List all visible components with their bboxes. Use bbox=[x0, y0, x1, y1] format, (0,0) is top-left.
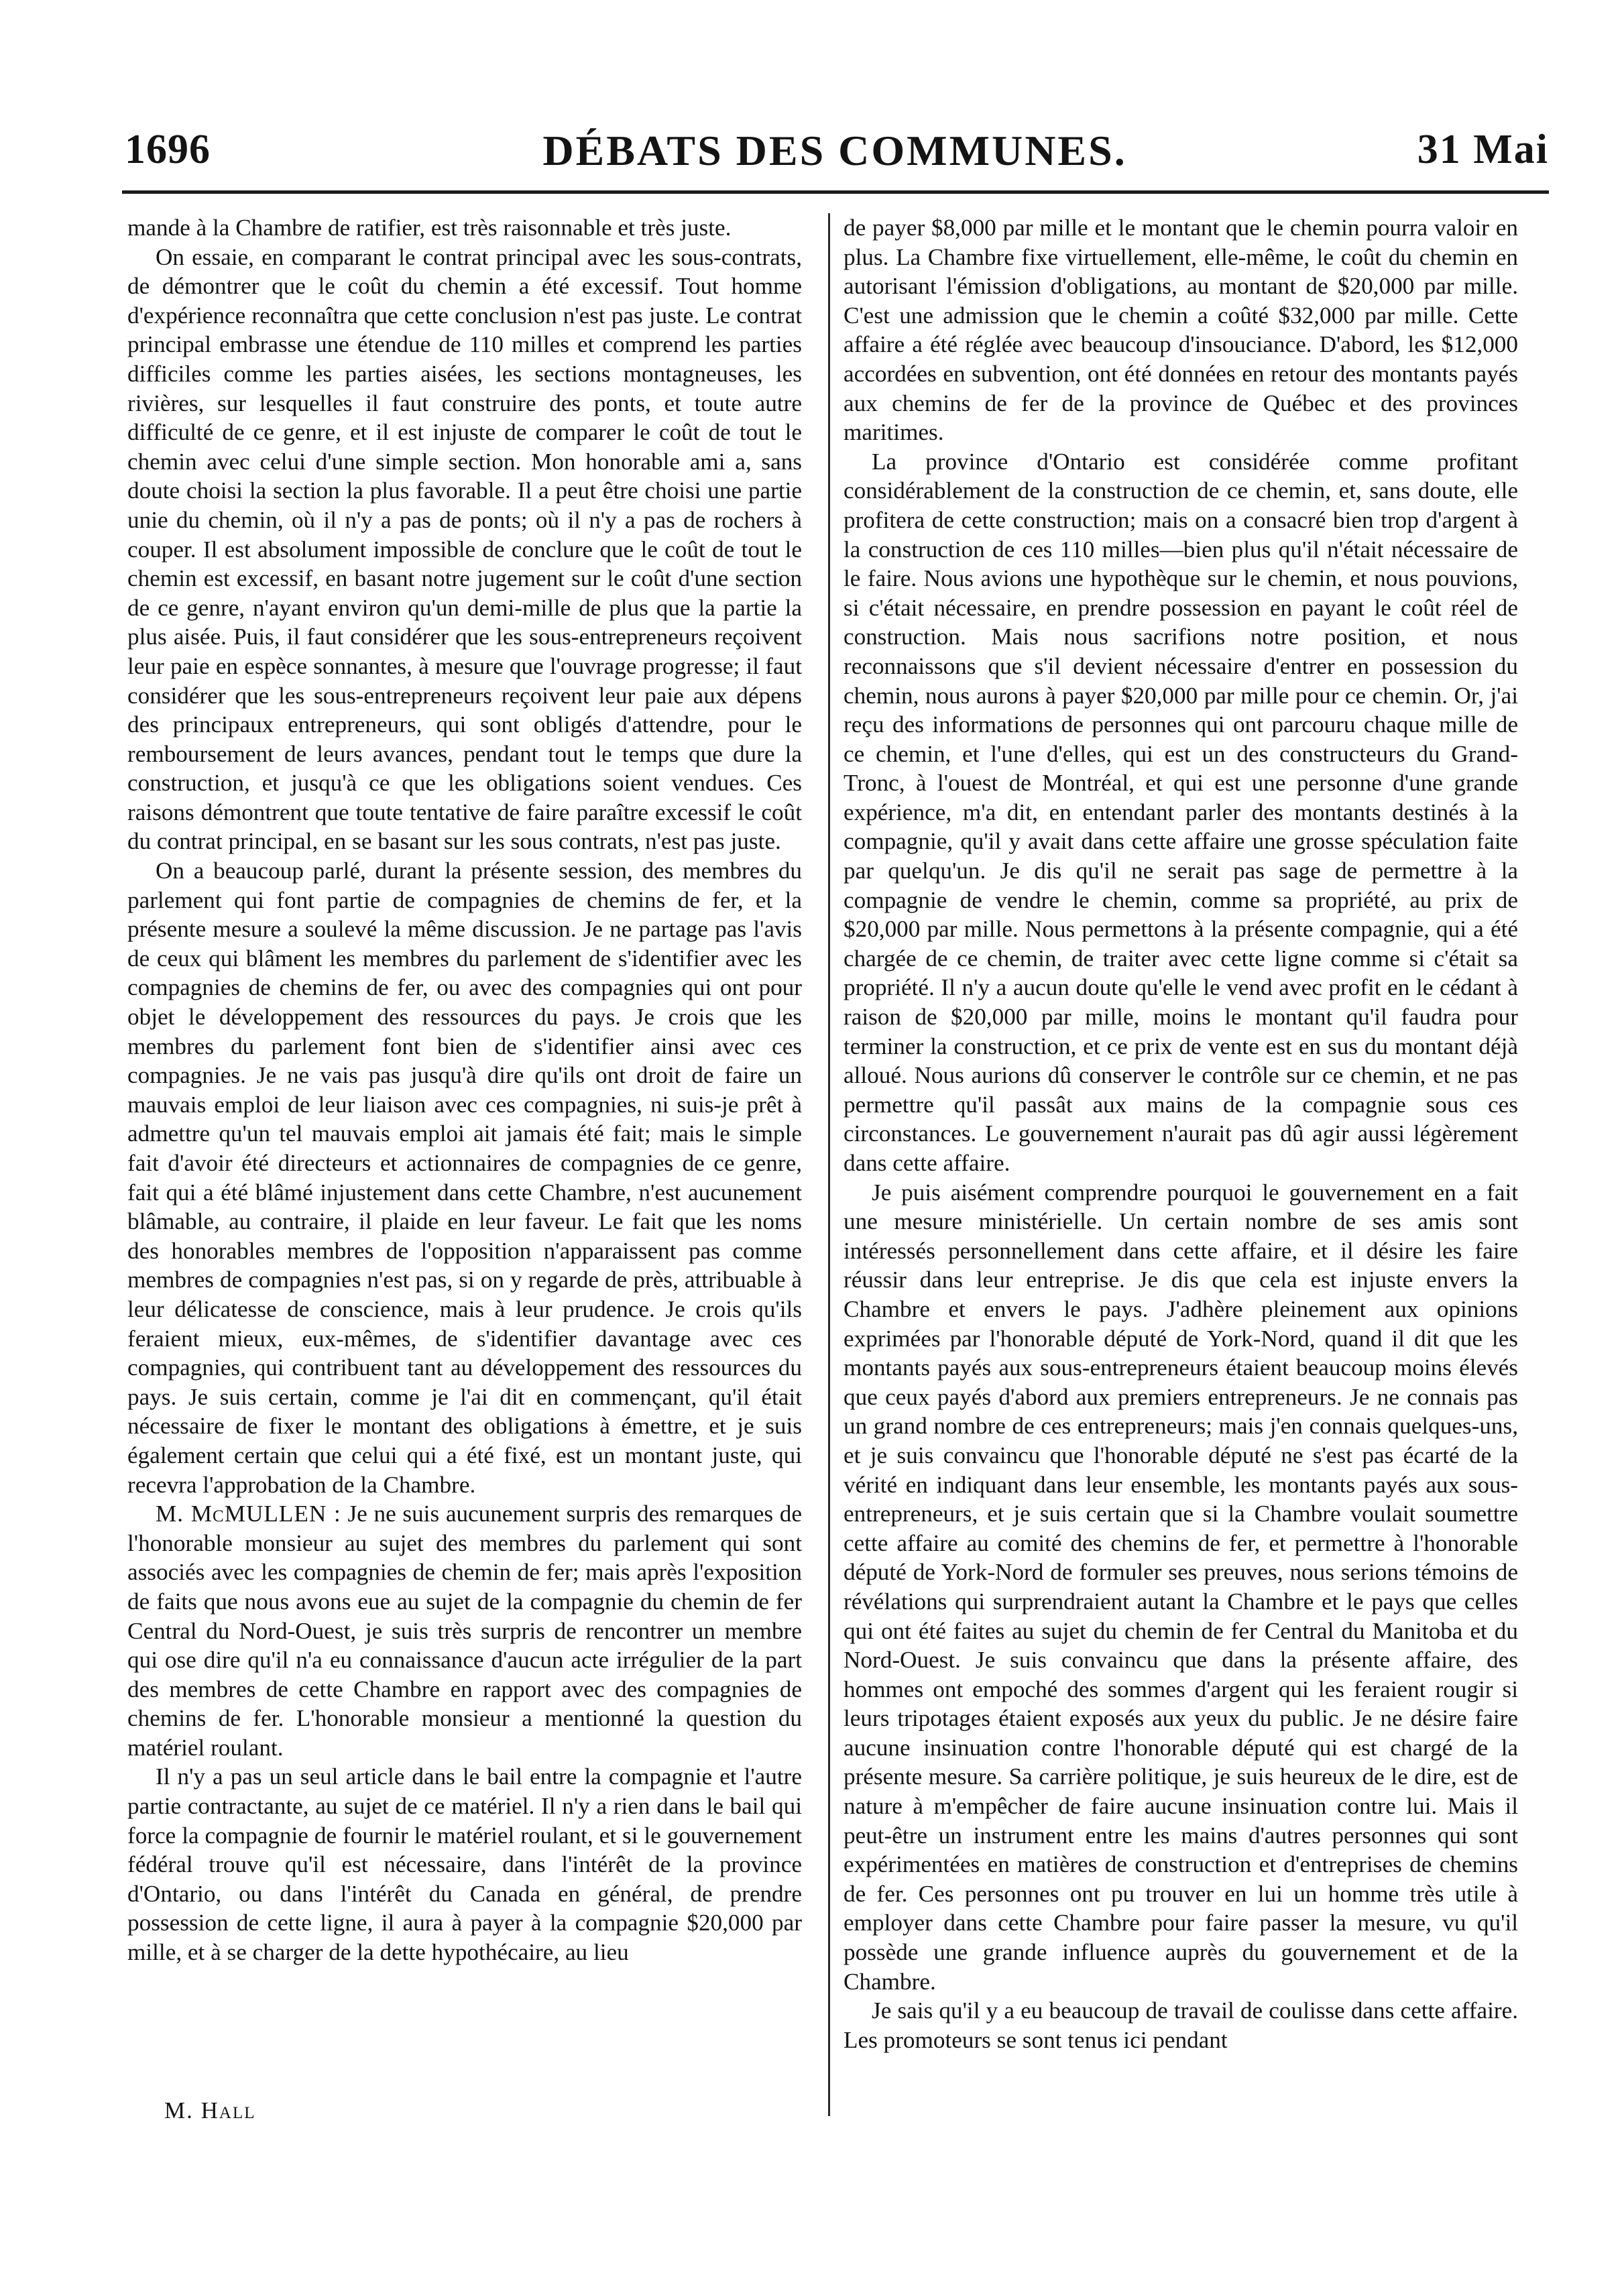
page-title: DÉBATS DES COMMUNES. bbox=[542, 127, 1127, 174]
paragraph: On a beaucoup parlé, durant la présente session, des membres du parlement qui font partie de compagnies de chemins de fer, et la présente mesure a soulevé la même discussion. Je ne partage pas l'avis de ceux qui blâment les membres du parlement de s'identifier avec les compagnies de chemins de fer, ou avec des compagnies qui ont pour objet le développement des ressources du pays. Je crois que les membres du parlement font bien de s'identifier ainsi avec ces compagnies. Je ne vais pas jusqu'à dire qu'ils ont droit de faire un mauvais emploi de leur liaison avec ces compagnies, ni suis-je prêt à admettre qu'un tel mauvais emploi ait jamais été fait; mais le simple fait d'avoir été directeurs et actionnaires de compagnies de ce genre, fait qui a été blâmé injustement dans cette Chambre, n'est aucunement blâmable, au contraire, il plaide en leur faveur. Le fait que les noms des honorables membres de l'opposition n'apparaissent pas comme membres de compagnies n'est pas, si on y regarde de près, attribuable à leur délicatesse de conscience, mais à leur prudence. Je crois qu'ils feraient mieux, eux-mêmes, de s'identifier davantage avec ces compagnies, qui contribuent tant au développement des ressources du pays. Je suis certain, comme je l'ai dit en commençant, qu'il était nécessaire de fixer le montant des obligations à émettre, et je suis également certain que celui qui a été fixé, est un montant juste, qui recevra l'approbation de la Chambre. bbox=[127, 858, 802, 1498]
page-date: 31 Mai bbox=[1417, 127, 1549, 172]
page-header bbox=[114, 114, 1556, 181]
paragraph: Je puis aisément comprendre pourquoi le gouvernement en a fait une mesure ministérielle. Un certain nombre de ses amis sont intéressés personnellement dans cette affaire, et il désire les faire réussir dans leur entreprise. Je dis que cela est injuste envers la Chambre et envers le pays. J'adhère pleinement aux opinions exprimées par l'honorable député de York-Nord, quand il dit que les montants payés aux sous-entrepreneurs étaient beaucoup moins élevés que ceux payés d'abord aux premiers entrepreneurs. Je ne connais pas un grand nombre de ces entrepreneurs; mais j'en connais quelques-uns, et je suis convaincu que l'honorable député ne s'est pas écarté de la vérité en indiquant dans leur ensemble, les montants payés aux sous-entrepreneurs, et je suis certain que si la Chambre voulait soumettre cette affaire au comité des chemins de fer, et permettre à l'honorable député de York-Nord de formuler ses preuves, nous serions témoins de révélations qui surprendraient autant la Chambre et le pays que celles qui ont été faites au sujet du chemin de fer Central du Manitoba et du Nord-Ouest. Je suis convaincu que dans la présente affaire, des hommes ont empoché des sommes d'argent qui les feraient rougir si leurs tripotages étaient exposés aux yeux du public. Je ne désire faire aucune insinuation contre l'honorable député qui est chargé de la présente mesure. Sa carrière politique, je suis heureux de le dire, est de nature à m'empêcher de faire aucune insinuation contre lui. Mais il peut-être un instrument entre les mains d'autres personnes qui sont expérimentées en matières de construction et d'entreprises de chemins de fer. Ces personnes ont pu trouver en lui un homme très utile à employer dans cette Chambre pour faire passer la mesure, vu qu'il possède une grande influence auprès du gouvernement et de la Chambre. bbox=[844, 1179, 1518, 1995]
speaker-name: M. McMULLEN : bbox=[156, 1501, 341, 1527]
paragraph: de payer $8,000 par mille et le montant que le chemin pourra valoir en plus. La Chambre fixe virtuellement, elle-même, le coût du chemin en autorisant l'émission d'obligations, au montant de $20,000 par mille. C'est une admission que le chemin a coûté $32,000 par mille. Cette affaire a été réglée avec beaucoup d'insouciance. D'abord, les $12,000 accordées en subvention, ont été données en retour des montants payés aux chemins de fer de la province de Québec et des provinces maritimes. bbox=[844, 215, 1518, 446]
right-column bbox=[844, 213, 1518, 2054]
catchword: M. Hall bbox=[164, 2097, 256, 2123]
left-column bbox=[127, 213, 802, 1967]
page-number: 1696 bbox=[125, 127, 211, 172]
paragraph: La province d'Ontario est considérée comme profitant considérablement de la construction de ce chemin, et, sans doute, elle profitera de cette construction; mais on a consacré bien trop d'argent à la construction de ces 110 milles—bien plus qu'il n'était nécessaire de le faire. Nous avions une hypothèque sur le chemin, et nous pouvions, si c'était nécessaire, en prendre possession en payant le coût réel de construction. Mais nous sacrifions notre position, et nous reconnaissons que s'il devient nécessaire d'entrer en possession du chemin, nous aurons à payer $20,000 par mille pour ce chemin. Or, j'ai reçu des informations de personnes qui ont parcouru chaque mille de ce chemin, et l'une d'elles, qui est un des constructeurs du Grand-Tronc, à l'ouest de Montréal, et qui est une personne d'une grande expérience, m'a dit, en entendant parler des montants destinés à la compagnie, qu'il y avait dans cette affaire une grosse spéculation faite par quelqu'un. Je dis qu'il ne serait pas sage de permettre à la compagnie de vendre le chemin, comme sa propriété, au prix de $20,000 par mille. Nous permettons à la présente compagnie, qui a été chargée de ce chemin, de traiter avec cette ligne comme si c'était sa propriété. Il n'y a aucun doute qu'elle le vend avec profit en le cédant à raison de $20,000 par mille, moins le montant qu'il faudra pour terminer la construction, et ce prix de vente est en sus du montant déjà alloué. Nous aurions dû conserver le contrôle sur ce chemin, et ne pas permettre qu'il passât aux mains de la compagnie sous ces circonstances. Le gouvernement n'aurait pas dû agir aussi légèrement dans cette affaire. bbox=[844, 448, 1518, 1176]
header-rule bbox=[122, 190, 1549, 194]
column-divider bbox=[828, 213, 830, 2116]
speech-text: Je ne suis aucunement surpris des remarques de l'honorable monsieur au sujet des membres du parlement qui sont associés avec les compagnies de chemin de fer; mais après l'exposition de faits que nous avons eue au sujet de la compagnie du chemin de fer Central du Nord-Ouest, je suis très surpris de rencontrer un membre qui ose dire qu'il n'a eu connaissance d'aucun acte irrégulier de la part des membres de cette Chambre en rapport avec des compagnies de chemins de fer. L'honorable monsieur a mentionné la question du matériel roulant. bbox=[127, 1501, 803, 1761]
paragraph: mande à la Chambre de ratifier, est très raisonnable et très juste. bbox=[127, 215, 732, 241]
paragraph: Je sais qu'il y a eu beaucoup de travail de coulisse dans cette affaire. Les promoteurs se sont tenus ici pendant bbox=[844, 1997, 1518, 2053]
paragraph: On essaie, en comparant le contrat principal avec les sous-contrats, de démontrer que le coût du chemin a été excessif. Tout homme d'expérience reconnaîtra que cette conclusion n'est pas juste. Le contrat principal embrasse une étendue de 110 milles et comprend les parties difficiles comme les parties aisées, les sections montagneuses, les rivières, sur lesquelles il faut construire des ponts, et toute autre difficulté de ce genre, et il est injuste de comparer le coût de tout le chemin avec celui d'une simple section. Mon honorable ami a, sans doute choisi la section la plus favorable. Il a peut être choisi une partie unie du chemin, où il n'y a pas de ponts; où il n'y a pas de rochers à couper. Il est absolument impossible de conclure que le coût de tout le chemin est excessif, en basant notre jugement sur le coût d'une section de ce genre, n'ayant environ qu'un demi-mille de plus que la partie la plus aisée. Puis, il faut considérer que les sous-entrepreneurs reçoivent leur paie en espèce sonnantes, à mesure que l'ouvrage progresse; il faut considérer que les sous-entrepreneurs reçoivent leur paie aux dépens des principaux entrepreneurs, qui sont obligés d'attendre, pour le remboursement de leurs avances, pendant tout le temps que dure la construction, et jusqu'à ce que les obligations soient vendues. Ces raisons démontrent que toute tentative de faire paraître excessif le coût du contrat principal, en se basant sur les sous contrats, n'est pas juste. bbox=[127, 243, 802, 855]
speaker-paragraph bbox=[127, 1499, 802, 1762]
paragraph: Il n'y a pas un seul article dans le bail entre la compagnie et l'autre partie contractante, au sujet de ce matériel. Il n'y a rien dans le bail qui force la compagnie de fournir le matériel roulant, et si le gouvernement fédéral trouve qu'il est nécessaire, dans l'intérêt de la province d'Ontario, ou dans l'intérêt du Canada en général, de prendre possession de cette ligne, il aura à payer à la compagnie $20,000 par mille, et à se charger de la dette hypothécaire, au lieu bbox=[127, 1763, 802, 1966]
